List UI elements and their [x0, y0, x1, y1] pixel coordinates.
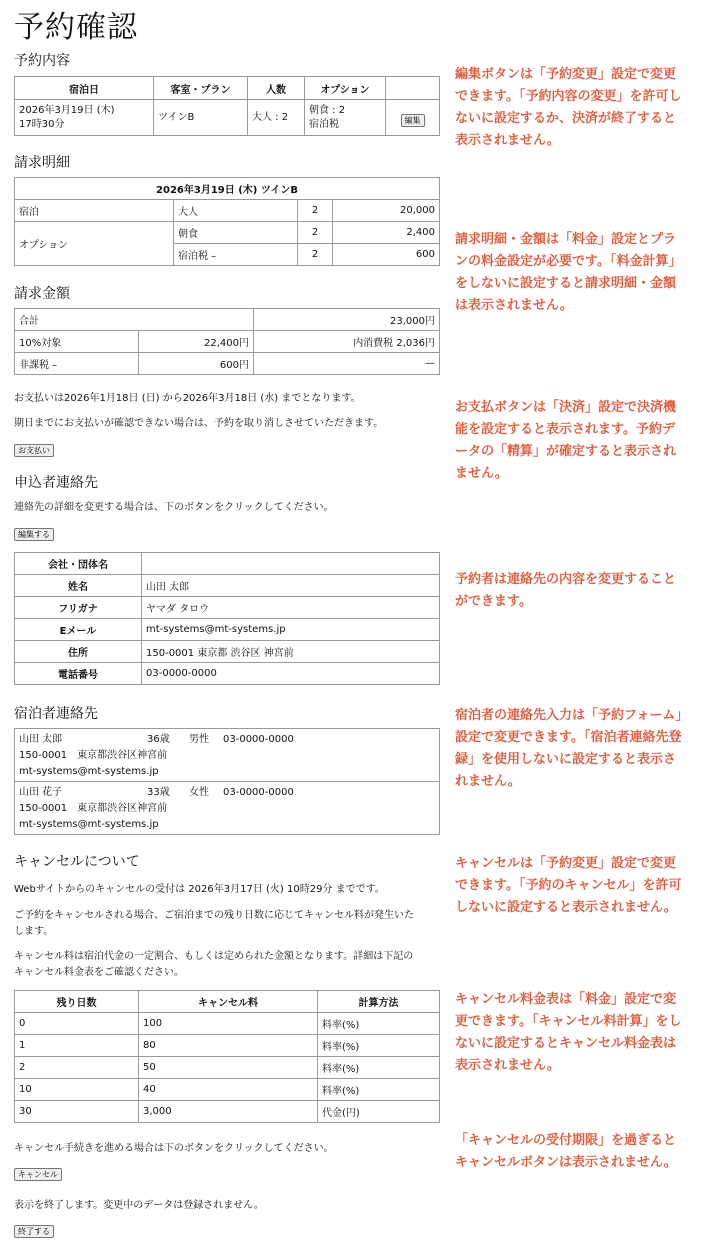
cancel-method: 料率(%) — [318, 1035, 440, 1057]
checkin-time: 17時30分 — [19, 118, 65, 130]
note-payment: お支払ボタンは「決済」設定で決済機能を設定すると表示されます。予約データの「精算」が確定すると表示されません。 — [455, 400, 677, 481]
total-table — [14, 308, 440, 375]
nontax-value: 600円 — [139, 353, 254, 375]
billing-cat: オプション — [15, 222, 174, 266]
applicant-value: 山田 太郎 — [142, 575, 440, 597]
cancel-method: 料率(%) — [318, 1057, 440, 1079]
col-option: オプション — [305, 77, 386, 100]
applicant-label: 住所 — [15, 641, 142, 663]
guest-email: mt-systems@mt-systems.jp — [19, 766, 159, 777]
billing-table — [14, 177, 440, 266]
note-cancel-deadline: 「キャンセルの受付期限」を過ぎるとキャンセルボタンは表示されません。 — [455, 1133, 677, 1170]
people-count: 大人 : 2 — [248, 100, 305, 136]
applicant-heading: 申込者連絡先 — [14, 475, 98, 491]
total-value: 23,000円 — [254, 309, 440, 331]
guest-gender: 男性 — [189, 734, 209, 745]
reservation-heading: 予約内容 — [14, 53, 70, 69]
cancel-fee: 80 — [139, 1035, 318, 1057]
note-cancel: キャンセルは「予約変更」設定で変更できます。「予約のキャンセル」を許可しないに設定すると表示されません。 — [455, 856, 682, 915]
billing-qty: 2 — [298, 200, 333, 222]
guest-name: 山田 花子 — [19, 787, 63, 798]
guest-phone: 03-0000-0000 — [223, 734, 294, 745]
applicant-text: 連絡先の詳細を変更する場合は、下のボタンをクリックしてください。 — [14, 502, 334, 513]
applicant-value: 03-0000-0000 — [142, 663, 440, 685]
note-edit: 編集ボタンは「予約変更」設定で変更できます。「予約内容の変更」を許可しないに設定するか、決済が終了すると表示されません。 — [455, 67, 682, 148]
cancel-fee: 3,000 — [139, 1101, 318, 1123]
cancel-detail-text-2: キャンセル料金表をご確認ください。 — [14, 967, 184, 978]
guest-row — [15, 782, 440, 835]
col-days: 残り日数 — [15, 991, 139, 1013]
billing-item: 朝食 — [174, 222, 298, 244]
billing-row — [15, 200, 440, 222]
option-breakfast: 朝食 : 2 — [309, 104, 346, 116]
applicant-edit-button[interactable]: 編集する — [14, 528, 54, 541]
cancel-days: 2 — [15, 1057, 139, 1079]
nontax-dash: — — [254, 353, 440, 375]
taxable-value: 22,400円 — [139, 331, 254, 353]
billing-qty: 2 — [298, 222, 333, 244]
col-method: 計算方法 — [318, 991, 440, 1013]
col-room: 客室・プラン — [154, 77, 248, 100]
cancel-days: 0 — [15, 1013, 139, 1035]
applicant-label: 電話番号 — [15, 663, 142, 685]
applicant-label: 姓名 — [15, 575, 142, 597]
finish-button[interactable]: 終了する — [14, 1225, 54, 1238]
col-date: 宿泊日 — [15, 77, 154, 100]
guest-address: 150-0001 東京都渋谷区神宮前 — [19, 750, 168, 761]
payment-period-text: お支払いは2026年1月18日 (日) から2026年3月18日 (水) までとなります。 — [14, 393, 361, 404]
reservation-edit-button[interactable]: 編集 — [401, 114, 425, 127]
cancel-detail-text-1: キャンセル料は宿泊代金の一定割合、もしくは定められた金額となります。詳細は下記の — [14, 951, 414, 962]
billing-item: 宿泊税 – — [174, 244, 298, 266]
guest-phone: 03-0000-0000 — [223, 787, 294, 798]
cancel-days: 1 — [15, 1035, 139, 1057]
billing-heading: 請求明細 — [14, 155, 70, 171]
cancel-row — [15, 1057, 440, 1079]
cancel-deadline-text: Webサイトからのキャンセルの受付は 2026年3月17日 (火) 10時29分 までです。 — [14, 884, 385, 895]
cancel-fee-text-1: ご予約をキャンセルされる場合、ご宿泊までの残り日数に応じてキャンセル料が発生いた — [14, 910, 414, 921]
guest-name: 山田 太郎 — [19, 734, 63, 745]
guests-table — [14, 728, 440, 835]
cancel-method: 料率(%) — [318, 1079, 440, 1101]
applicant-label: Eメール — [15, 619, 142, 641]
billing-item: 大人 — [174, 200, 298, 222]
billing-amount: 600 — [333, 244, 440, 266]
cancel-proceed-text: キャンセル手続きを進める場合は下のボタンをクリックしてください。 — [14, 1143, 334, 1154]
room-plan: ツインB — [154, 100, 248, 136]
applicant-label: 会社・団体名 — [15, 553, 142, 575]
note-billing: 請求明細・金額は「料金」設定とプランの料金設定が必要です。「料金計算」をしないに設定すると請求明細・金額は表示されません。 — [455, 232, 682, 313]
pay-button[interactable]: お支払い — [14, 444, 54, 457]
cancel-button[interactable]: キャンセル — [14, 1168, 62, 1181]
guest-address: 150-0001 東京都渋谷区神宮前 — [19, 803, 168, 814]
applicant-value: ヤマダ タロウ — [142, 597, 440, 619]
billing-amount: 20,000 — [333, 200, 440, 222]
applicant-value: mt-systems@mt-systems.jp — [142, 619, 440, 641]
note-applicant: 予約者は連絡先の内容を変更することができます。 — [455, 572, 677, 609]
billing-qty: 2 — [298, 244, 333, 266]
page-title: 予約確認 — [14, 10, 138, 45]
col-fee: キャンセル料 — [139, 991, 318, 1013]
cancel-row — [15, 1035, 440, 1057]
cancel-fee-text-2: します。 — [14, 926, 54, 937]
payment-cancel-text: 期日までにお支払いが確認できない場合は、予約を取り消しさせていただきます。 — [14, 418, 384, 429]
stay-date: 2026年3月19日 (木) — [19, 104, 115, 116]
cancel-method: 代金(円) — [318, 1101, 440, 1123]
guest-age: 33歳 — [147, 787, 170, 798]
applicant-label: フリガナ — [15, 597, 142, 619]
cancel-fee-table — [14, 990, 440, 1123]
guest-email: mt-systems@mt-systems.jp — [19, 819, 159, 830]
option-tax: 宿泊税 — [309, 118, 339, 130]
total-label: 合計 — [15, 309, 254, 331]
billing-caption: 2026年3月19日 (木) ツインB — [15, 178, 440, 200]
col-edit — [386, 77, 440, 100]
cancel-method: 料率(%) — [318, 1013, 440, 1035]
guest-age: 36歳 — [147, 734, 170, 745]
billing-cat: 宿泊 — [15, 200, 174, 222]
cancel-fee: 40 — [139, 1079, 318, 1101]
billing-amount: 2,400 — [333, 222, 440, 244]
note-guests: 宿泊者の連絡先入力は「予約フォーム」設定で変更できます。「宿泊者連絡先登録」を使用しないに設定すると表示されません。 — [455, 708, 682, 789]
cancel-row — [15, 1013, 440, 1035]
cancel-row — [15, 1079, 440, 1101]
applicant-table — [14, 552, 440, 685]
total-heading: 請求金額 — [14, 286, 70, 302]
cancel-heading: キャンセルについて — [14, 854, 140, 870]
guest-row — [15, 729, 440, 782]
guests-heading: 宿泊者連絡先 — [14, 706, 98, 722]
cancel-fee: 100 — [139, 1013, 318, 1035]
cancel-days: 10 — [15, 1079, 139, 1101]
applicant-value: 150-0001 東京都 渋谷区 神宮前 — [142, 641, 440, 663]
reservation-table — [14, 76, 440, 136]
taxable-label: 10%対象 — [15, 331, 139, 353]
guest-gender: 女性 — [189, 787, 209, 798]
applicant-value — [142, 553, 440, 575]
cancel-row — [15, 1101, 440, 1123]
cancel-days: 30 — [15, 1101, 139, 1123]
internal-tax: 内消費税 2,036円 — [254, 331, 440, 353]
finish-text: 表示を終了します。変更中のデータは登録されません。 — [14, 1200, 264, 1211]
cancel-fee: 50 — [139, 1057, 318, 1079]
note-cancel-fee: キャンセル料金表は「料金」設定で変更できます。「キャンセル料計算」をしないに設定するとキャンセル料金表は表示されません。 — [455, 992, 682, 1073]
billing-row — [15, 222, 440, 244]
nontax-label: 非課税 – — [15, 353, 139, 375]
col-people: 人数 — [248, 77, 305, 100]
